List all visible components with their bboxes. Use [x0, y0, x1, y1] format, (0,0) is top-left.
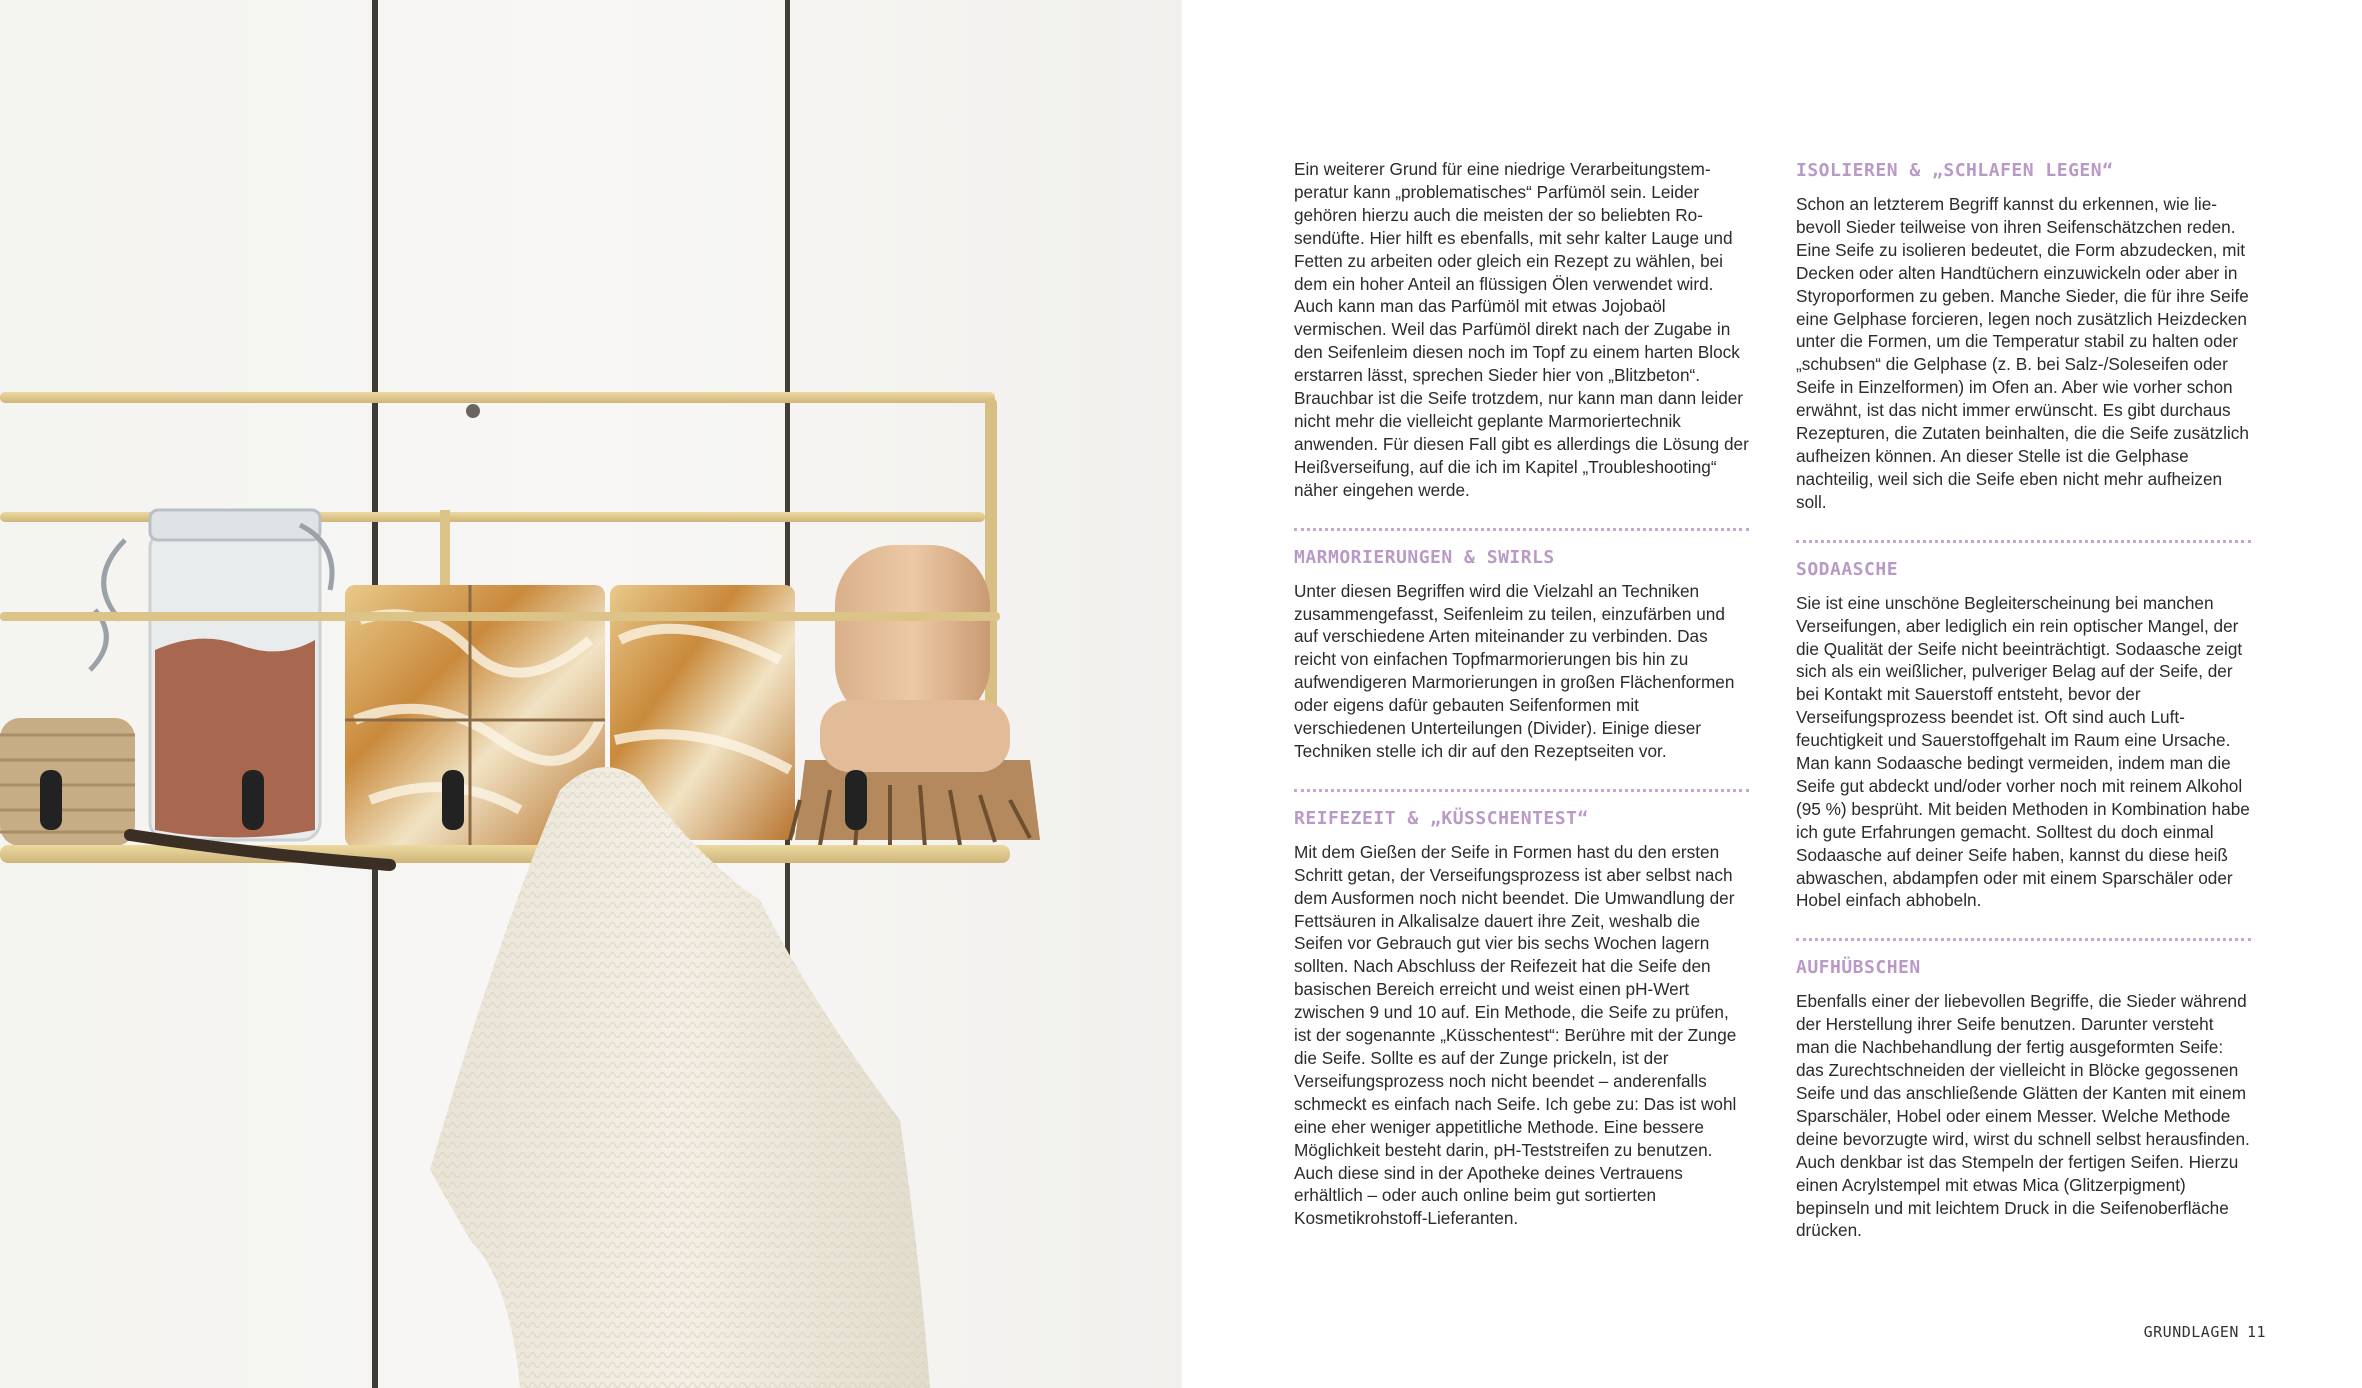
section-paragraph: Unter diesen Begriffen wird die Vielzahl an Techniken zusammengefasst, Seifenleim zu teilen, einzufärben und auf verschiedene Arten miteinander zu verbinden. Das reicht von einfachen Topfmarmorierungen bis hin zu aufwendigeren Marmorierungen in großen Flächenformen oder eigens dafür gebauten Seifenformen mit verschiedenen Unterteilungen (Divider). Einige dieser Techniken stelle ich dir auf den Rezeptseiten vor. — [1294, 580, 1735, 761]
page-footer — [2136, 1323, 2266, 1341]
section-divider — [1796, 540, 2251, 543]
section-paragraph: Ebenfalls einer der liebevollen Begriffe, die Sieder während der Herstellung ihrer Seife benutzen. Darunter versteht man die Nachbehandlung der fertig ausgeformten Seife: das Zurechtschneiden der vielleicht in Blöcke gegossenen Seife und das anschließende Glätten der Kanten mit einem Sparschäler, Hobel oder einem Messer. Welche Methode deine bevorzugte wird, wirst du schnell selbst herausfinden. Auch denkbar ist das Stempeln der fertigen Seifen. Hierzu einen Acrylstempel mit etwas Mica (Glitzerpigment) bepinseln und mit leichtem Druck in die Seifenoberfläche drücken. — [1796, 991, 2250, 1241]
section-divider — [1796, 938, 2251, 941]
section-heading: ISOLIEREN & „SCHLAFEN LEGEN“ — [1796, 160, 2114, 181]
section-divider — [1294, 528, 1749, 531]
left-column — [1294, 158, 1749, 1230]
section-heading: MARMORIERUNGEN & SWIRLS — [1294, 546, 1555, 568]
section-paragraph: Sie ist eine unschöne Begleiterscheinung bei manchen Verseifungen, aber lediglich ein rein optischer Mangel, der die Qualität der Seife nicht beeinträchtigt. Sodaasche zeigt sich als ein weißlicher, pulveriger Belag auf der Seife, der bei Kontakt mit Sauerstoff entsteht, bevor der Verseifungsprozess beendet ist. Oft sind auch Luftfeuchtigkeit und Sauerstoffgehalt im Raum eine Ursache. Man kann Sodaasche bedingt vermeiden, indem man die Seife gut abdeckt und/oder vorher noch mit reinem Alkohol (95 %) besprüht. Mit beiden Methoden in Kombination habe ich gute Erfahrungen gemacht. Solltest du doch einmal Sodaasche auf deiner Seife haben, kannst du diese heiß abwaschen, abdampfen oder mit einem Sparschäler oder Hobel einfach abhobeln. — [1796, 592, 2250, 911]
section-heading: SODAASCHE — [1796, 558, 1899, 580]
section-heading: REIFEZEIT & „KÜSSCHENTEST“ — [1294, 807, 1589, 829]
section-paragraph: Mit dem Gießen der Seife in Formen hast du den ersten Schritt getan, der Verseifungsprozess ist aber selbst nach dem Ausformen noch nicht beendet. Die Umwandlung der Fettsäuren in Alkalisalze dauert ihre Zeit, weshalb die Seifen vor Gebrauch gut vier bis sechs Wochen lagern sollten. Nach Abschluss der Reifezeit hat die Seife den basischen Bereich erreicht und weist einen pH-Wert zwischen 9 und 10 auf. Ein Methode, die Seife zu prüfen, ist der sogenannte „Küsschentest“: Berühre mit der Zunge die Seife. Sollte es auf der Zunge prickeln, ist der Verseifungsprozess noch nicht beendet – anderenfalls schmeckt es einfach nach Seife. Ich gebe zu: Das ist wohl eine eher weniger appetitliche Methode. Eine bessere Möglichkeit besteht darin, pH-Teststreifen zu benutzen. Auch diese sind in der Apotheke deines Vertrauens erhältlich – oder auch online beim gut sortierten Kosmetikrohstoff-Lieferanten. — [1294, 841, 1737, 1229]
section-paragraph: Schon an letzterem Begriff kannst du erkennen, wie liebevoll Sieder teilweise von ihren Seifenschätzchen reden. Eine Seife zu isolieren bedeutet, die Form abzudecken, mit Decken oder alten Handtüchern einzuwickeln oder aber in Styroporformen zu geben. Manche Sieder, die für ihre Seife eine Gelphase forcieren, legen noch zusätzlich Heizdecken unter die Formen, um die Temperatur stabil zu halten oder „schubsen“ die Gelphase (z. B. bei Salz-/Soleseifen oder Seife in Einzelformen) im Ofen an. Aber wie vorher schon erwähnt, ist das nicht immer erwünscht. Es gibt durchaus Rezepturen, die Zutaten beinhalten, die die Seife zusätzlich aufheizen können. An dieser Stelle ist die Gelphase nachteilig, weil sich die Seife eben nicht mehr aufheizen soll. — [1796, 194, 2249, 512]
page-number: 11 — [2246, 1323, 2266, 1341]
footer-section-label: GRUNDLAGEN — [2143, 1323, 2239, 1341]
right-column — [1796, 160, 2251, 1242]
section-divider — [1294, 789, 1749, 792]
intro-paragraph: Ein weiterer Grund für eine niedrige Verarbeitungstemperatur kann „problematisches“ Parfümöl sein. Leider gehören hierzu auch die meisten der so beliebten Rosendüfte. Hier hilft es ebenfalls, mit sehr kalter Lauge und Fetten zu arbeiten oder gleich ein Rezept zu wählen, bei dem ein hoher Anteil an flüssigen Ölen verwendet wird. Auch kann man das Parfümöl mit etwas Jojobaöl vermischen. Weil das Parfümöl direkt nach der Zugabe in den Seifenleim diesen noch im Topf zu einem harten Block erstarren lässt, sprechen Sieder hier von „Blitzbeton“. Brauchbar ist die Seife trotzdem, nur kann man dann leider nicht mehr die vielleicht geplante Marmoriertechnik anwenden. Für diesen Fall gibt es allerdings die Lösung der Heißverseifung, auf die ich im Kapitel „Troubleshooting“ näher eingehen werde. — [1294, 159, 1749, 500]
text-page — [1182, 0, 2362, 1388]
section-heading: AUFHÜBSCHEN — [1796, 957, 1921, 979]
